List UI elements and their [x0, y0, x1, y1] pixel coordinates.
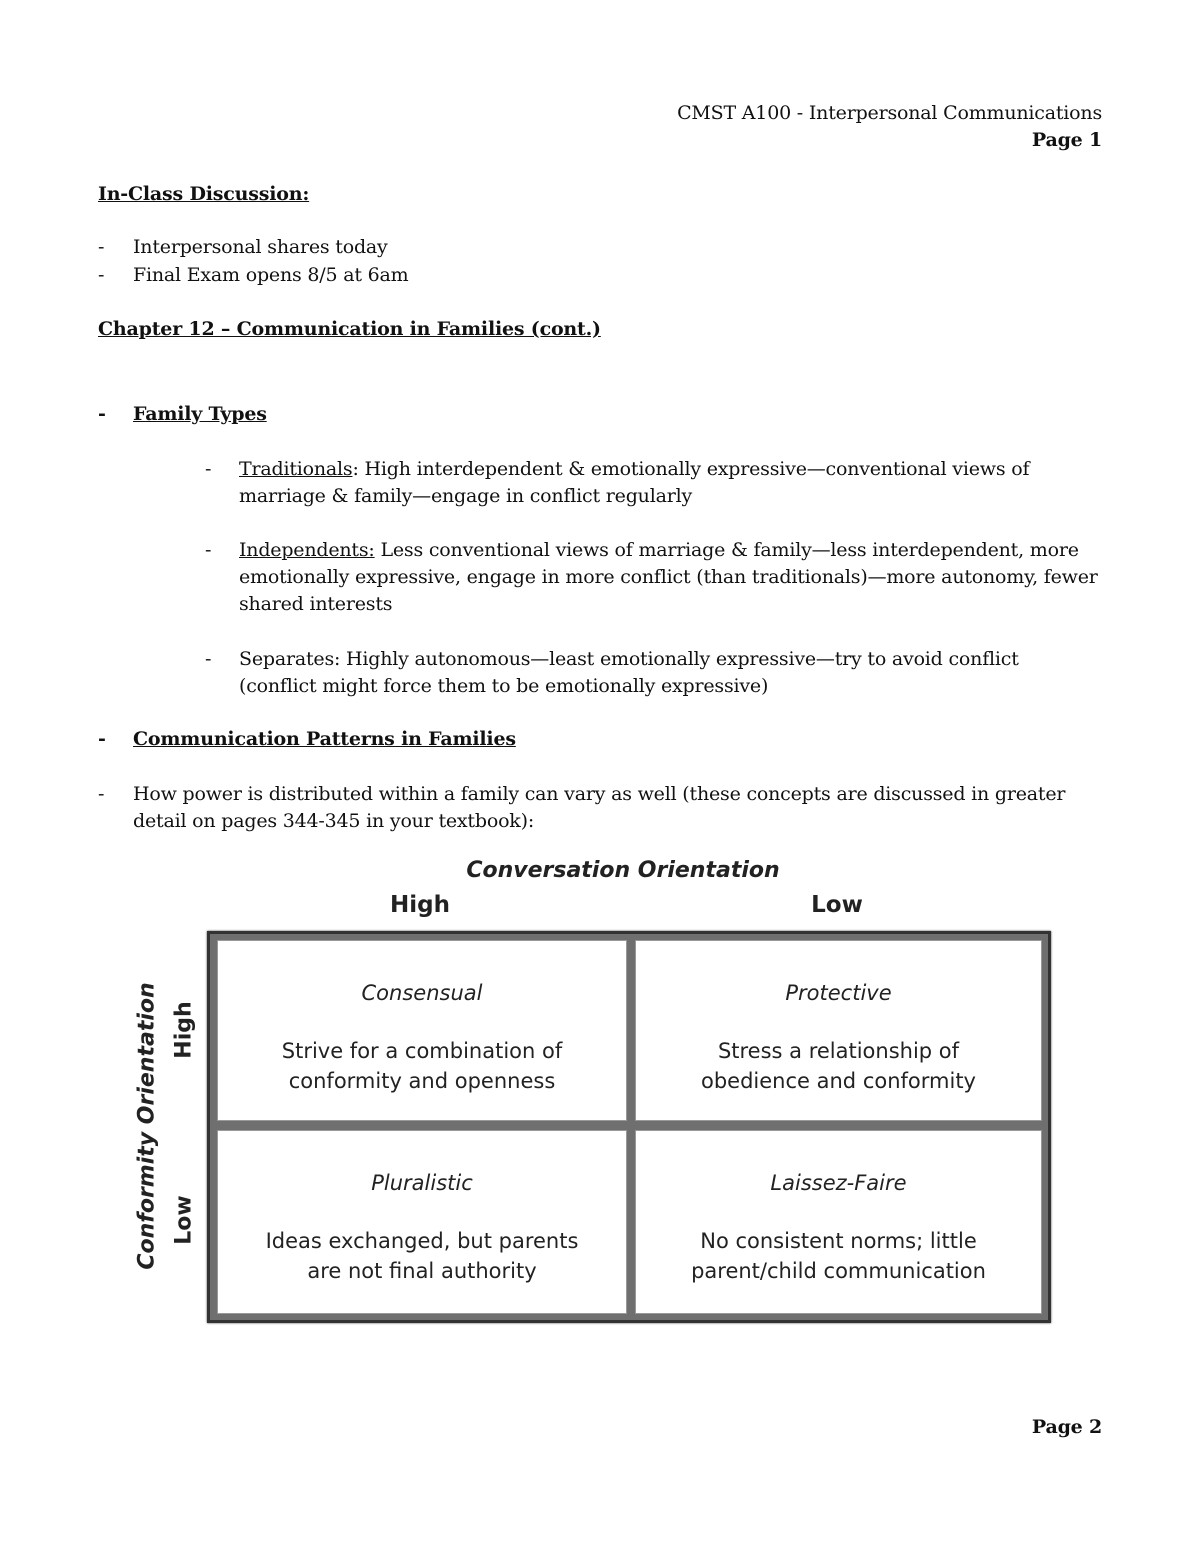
cell-laissez-faire	[635, 1130, 1042, 1314]
cell-line: No consistent norms; little	[700, 1229, 977, 1253]
desc-line: shared interests	[239, 593, 393, 615]
desc-line: Separates: Highly autonomous—least emotionally expressive—try to avoid conflict	[239, 648, 1019, 670]
cell-title: Consensual	[361, 981, 483, 1005]
cell-protective	[635, 940, 1042, 1121]
cell-description	[636, 1226, 1041, 1286]
cell-description	[218, 1036, 626, 1096]
desc-line: marriage & family—engage in conflict regularly	[239, 485, 692, 507]
patterns-line: How power is distributed within a family can vary as well (these concepts are discussed in greater	[133, 783, 1066, 805]
family-types-heading: Family Types	[133, 403, 267, 425]
term-traditionals: Traditionals	[239, 458, 353, 480]
conformity-orientation-title: Conformity Orientation	[134, 982, 160, 1270]
course-title: CMST A100 - Interpersonal Communications	[677, 102, 1102, 124]
cell-line: are not final authority	[307, 1259, 537, 1283]
in-class-item: Interpersonal shares today	[133, 236, 388, 258]
page-number-bottom: Page 2	[1031, 1416, 1102, 1438]
cell-line: Strive for a combination of	[281, 1039, 563, 1063]
desc-line: : High interdependent & emotionally expressive—conventional views of	[352, 458, 1030, 480]
bullet-dash: -	[98, 783, 105, 805]
patterns-heading: Communication Patterns in Families	[133, 728, 516, 750]
cell-title: Pluralistic	[371, 1171, 473, 1195]
column-label-low: Low	[811, 892, 863, 918]
chapter-heading: Chapter 12 – Communication in Families (cont.)	[98, 318, 601, 340]
cell-description	[636, 1036, 1041, 1096]
cell-description	[218, 1226, 626, 1286]
bullet-dash: -	[98, 264, 105, 286]
cell-line: Stress a relationship of	[717, 1039, 960, 1063]
cell-consensual	[217, 940, 627, 1121]
in-class-heading: In-Class Discussion:	[98, 183, 310, 205]
cell-line: conformity and openness	[288, 1069, 556, 1093]
bullet-dash: -	[98, 403, 106, 425]
cell-line: obedience and conformity	[701, 1069, 976, 1093]
term-independents: Independents:	[239, 539, 375, 561]
page-number-top: Page 1	[1031, 129, 1102, 151]
desc-line: emotionally expressive, engage in more conflict (than traditionals)—more autonomy, fewer	[239, 566, 1098, 588]
family-type-independents	[239, 537, 1119, 618]
patterns-line: detail on pages 344-345 in your textbook):	[133, 810, 535, 832]
bullet-dash: -	[205, 648, 212, 670]
row-label-high: High	[171, 1001, 197, 1059]
cell-line: parent/child communication	[691, 1259, 986, 1283]
family-communication-grid	[207, 931, 1051, 1323]
column-label-high: High	[390, 892, 450, 918]
patterns-text	[133, 781, 1093, 835]
bullet-dash: -	[98, 236, 105, 258]
bullet-dash: -	[98, 728, 106, 750]
cell-title: Protective	[785, 981, 892, 1005]
desc-line: Less conventional views of marriage & family—less interdependent, more	[374, 539, 1079, 561]
desc-line: (conflict might force them to be emotionally expressive)	[239, 675, 769, 697]
conversation-orientation-title: Conversation Orientation	[466, 858, 780, 883]
cell-title: Laissez-Faire	[770, 1171, 907, 1195]
in-class-item: Final Exam opens 8/5 at 6am	[133, 264, 409, 286]
family-type-separates	[239, 646, 1119, 700]
family-type-traditionals	[239, 456, 1119, 510]
cell-pluralistic	[217, 1130, 627, 1314]
bullet-dash: -	[205, 458, 212, 480]
bullet-dash: -	[205, 539, 212, 561]
cell-line: Ideas exchanged, but parents	[265, 1229, 579, 1253]
row-label-low: Low	[171, 1195, 197, 1245]
